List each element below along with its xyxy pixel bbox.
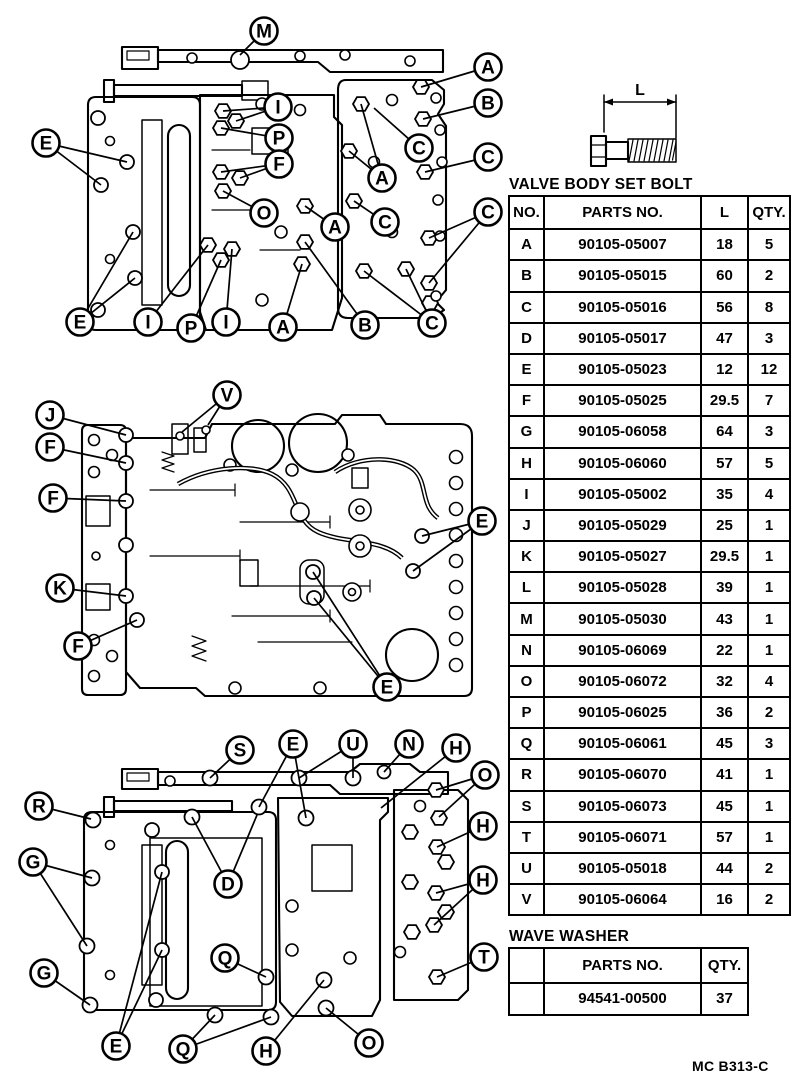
table-row <box>510 634 789 665</box>
table-cell: 2 <box>747 698 789 727</box>
table-row <box>510 447 789 478</box>
table-cell: 90105-06072 <box>543 667 700 696</box>
table-cell: 12 <box>700 355 747 384</box>
table-cell: 29.5 <box>700 386 747 415</box>
table-cell: N <box>521 641 532 659</box>
table-row <box>510 571 789 602</box>
table-row <box>510 259 789 290</box>
table-cell: M <box>520 610 533 628</box>
callout-letter: G <box>36 963 52 985</box>
table-cell: V <box>521 891 532 909</box>
table-row <box>510 602 789 633</box>
table-cell: I <box>524 485 529 503</box>
table-header-row <box>510 949 747 982</box>
table-cell: 3 <box>747 324 789 353</box>
table-row <box>510 228 789 259</box>
table-cell: D <box>521 329 532 347</box>
leader-line <box>116 872 162 1046</box>
table-cell: K <box>521 548 532 566</box>
table-cell: 57 <box>700 449 747 478</box>
callout-letter: D <box>221 874 235 896</box>
table-cell: 35 <box>700 480 747 509</box>
callout-letter: O <box>477 765 493 787</box>
page-code: MC B313-C <box>692 1058 769 1074</box>
table-cell: 90105-06064 <box>543 885 700 914</box>
callout-letter: E <box>380 677 394 699</box>
bolt-table <box>508 195 791 916</box>
callout-letter: C <box>412 138 426 160</box>
callout-letter: I <box>145 312 151 334</box>
table-cell: 90105-06071 <box>543 823 700 852</box>
table-cell: 90105-05015 <box>543 261 700 290</box>
callout-letter: N <box>402 734 416 756</box>
diagram-upper-valve-body <box>88 47 447 330</box>
washer-table <box>508 947 749 1016</box>
table-cell: 1 <box>747 760 789 789</box>
table-cell: 90105-05017 <box>543 324 700 353</box>
callout-d <box>192 815 257 898</box>
table-cell: L <box>521 579 532 597</box>
callout-letter: F <box>273 154 285 176</box>
callout-letter: A <box>276 317 290 339</box>
table-cell: O <box>520 672 533 690</box>
table-cell: 37 <box>700 984 747 1015</box>
callout-h <box>253 980 325 1065</box>
callout-e <box>67 232 136 336</box>
table-cell: 57 <box>700 823 747 852</box>
callout-letter: O <box>361 1033 377 1055</box>
table-cell <box>510 984 543 1015</box>
column-header: L <box>700 197 747 228</box>
table-cell: 90105-05027 <box>543 542 700 571</box>
callout-letter: K <box>53 578 67 600</box>
table-cell: 90105-05002 <box>543 480 700 509</box>
table-cell: H <box>521 454 532 472</box>
callout-letter: V <box>220 385 234 407</box>
callout-letter: E <box>39 133 53 155</box>
column-header: NO. <box>513 204 540 222</box>
table-row <box>510 982 747 1015</box>
table-cell: 1 <box>747 511 789 540</box>
dimension-arrow-right <box>667 99 676 106</box>
table-cell: T <box>521 828 532 846</box>
callout-letter: B <box>481 93 495 115</box>
table-cell: R <box>521 766 532 784</box>
callout-letter: E <box>73 312 87 334</box>
table-cell: 90105-05016 <box>543 293 700 322</box>
callout-letter: C <box>481 147 495 169</box>
callout-letter: B <box>358 315 372 337</box>
table-row <box>510 478 789 509</box>
table-row <box>510 322 789 353</box>
table-cell: 1 <box>747 636 789 665</box>
callout-letter: C <box>481 202 495 224</box>
callout-letter: H <box>449 738 463 760</box>
table-cell: 2 <box>747 854 789 883</box>
table-cell: 2 <box>747 261 789 290</box>
callout-letter: E <box>109 1036 123 1058</box>
callout-letter: F <box>47 488 59 510</box>
callout-letter: H <box>476 816 490 838</box>
table-cell: 64 <box>700 417 747 446</box>
diagram-lower-valve-body <box>80 764 469 1025</box>
table-cell: 90105-05030 <box>543 604 700 633</box>
table-cell: 90105-05028 <box>543 573 700 602</box>
leader-line <box>305 242 365 325</box>
callout-letter: M <box>256 21 272 43</box>
table-cell: 45 <box>700 792 747 821</box>
table-cell: P <box>521 704 532 722</box>
callout-letter: F <box>44 437 56 459</box>
table-row <box>510 821 789 852</box>
callout-letter: Q <box>175 1039 191 1061</box>
diagram-middle-valve-body <box>82 414 472 696</box>
callout-g <box>20 849 93 947</box>
table-cell: F <box>521 392 532 410</box>
table-cell: 94541-00500 <box>543 984 700 1015</box>
table-cell: 90105-06060 <box>543 449 700 478</box>
table-row <box>510 852 789 883</box>
table-row <box>510 353 789 384</box>
callout-letter: U <box>346 734 360 756</box>
table-cell: 1 <box>747 573 789 602</box>
table-cell: 25 <box>700 511 747 540</box>
callout-letter: P <box>184 318 198 340</box>
callout-letter: J <box>44 405 56 427</box>
table-cell: 5 <box>747 449 789 478</box>
bolt-m <box>231 51 249 69</box>
callout-c <box>354 201 399 236</box>
table-header-row <box>510 197 789 228</box>
callout-letter: I <box>275 97 281 119</box>
table-cell: Q <box>520 735 533 753</box>
callout-letter: O <box>256 203 272 225</box>
table-cell: 47 <box>700 324 747 353</box>
table-cell: U <box>521 860 532 878</box>
callout-letter: T <box>478 947 490 969</box>
callout-letter: F <box>72 636 84 658</box>
table-cell: 2 <box>747 885 789 914</box>
table-cell: 29.5 <box>700 542 747 571</box>
table-cell: 90105-06070 <box>543 760 700 789</box>
bolt-shank <box>606 142 628 159</box>
callout-letter: A <box>481 57 495 79</box>
table-row <box>510 727 789 758</box>
table-cell: 8 <box>747 293 789 322</box>
table-cell: 56 <box>700 293 747 322</box>
table-cell: 32 <box>700 667 747 696</box>
callout-q <box>212 945 267 978</box>
callout-letter: C <box>425 313 439 335</box>
table-cell: J <box>522 516 531 534</box>
callout-letter: C <box>378 212 392 234</box>
table-cell: 90105-05023 <box>543 355 700 384</box>
table-cell: 90105-05029 <box>543 511 700 540</box>
callout-letter: S <box>233 740 247 762</box>
table-cell: 90105-05025 <box>543 386 700 415</box>
table-cell: 90105-06058 <box>543 417 700 446</box>
column-header: PARTS NO. <box>543 949 700 982</box>
callout-letter: A <box>375 168 389 190</box>
dimension-arrow-left <box>604 99 613 106</box>
column-header <box>510 949 543 982</box>
callout-n <box>384 731 423 773</box>
callout-a <box>270 264 303 341</box>
table-cell: 5 <box>747 230 789 259</box>
table-cell: C <box>521 298 532 316</box>
table-cell: 1 <box>747 823 789 852</box>
table-row <box>510 384 789 415</box>
callout-letter: G <box>25 852 41 874</box>
table-cell: 90105-05007 <box>543 230 700 259</box>
table-row <box>510 883 789 914</box>
table-cell: 16 <box>700 885 747 914</box>
callout-r <box>26 793 92 820</box>
table-cell: S <box>521 797 532 815</box>
table-cell: 22 <box>700 636 747 665</box>
callout-letter: A <box>328 217 342 239</box>
table-row <box>510 758 789 789</box>
table-cell: 3 <box>747 417 789 446</box>
table-row <box>510 291 789 322</box>
table-cell: 90105-06069 <box>543 636 700 665</box>
callout-letter: H <box>476 870 490 892</box>
dimension-label: L <box>635 82 645 99</box>
callout-letter: I <box>223 312 229 334</box>
table-cell: 18 <box>700 230 747 259</box>
callout-letter: H <box>259 1041 273 1063</box>
table-cell: 7 <box>747 386 789 415</box>
table-cell: 41 <box>700 760 747 789</box>
table-cell: G <box>520 423 533 441</box>
table-cell: 45 <box>700 729 747 758</box>
table-cell: 1 <box>747 542 789 571</box>
bolt-table-title: VALVE BODY SET BOLT <box>509 176 693 193</box>
callout-e <box>103 872 163 1060</box>
table-row <box>510 790 789 821</box>
table-cell: 12 <box>747 355 789 384</box>
table-row <box>510 665 789 696</box>
column-header: QTY. <box>700 949 747 982</box>
table-cell: 1 <box>747 604 789 633</box>
table-cell: A <box>521 236 532 254</box>
table-cell: 39 <box>700 573 747 602</box>
table-cell: 43 <box>700 604 747 633</box>
table-row <box>510 509 789 540</box>
callout-o <box>223 191 278 227</box>
column-header: PARTS NO. <box>543 197 700 228</box>
table-cell: E <box>521 361 532 379</box>
table-cell: 3 <box>747 729 789 758</box>
washer-table-title: WAVE WASHER <box>509 928 630 945</box>
callout-letter: E <box>286 734 300 756</box>
table-cell: 4 <box>747 480 789 509</box>
callout-g <box>31 960 91 1006</box>
table-cell: 90105-06025 <box>543 698 700 727</box>
table-cell: 90105-06061 <box>543 729 700 758</box>
callout-letter: E <box>475 511 489 533</box>
callout-letter: Q <box>217 948 233 970</box>
table-cell: 44 <box>700 854 747 883</box>
callout-letter: P <box>272 128 286 150</box>
table-row <box>510 540 789 571</box>
table-cell: 1 <box>747 792 789 821</box>
bolt-dimension-diagram <box>591 82 676 166</box>
table-cell: 36 <box>700 698 747 727</box>
table-row <box>510 415 789 446</box>
table-cell: 60 <box>700 261 747 290</box>
column-header: QTY. <box>747 197 789 228</box>
callout-letter: R <box>32 796 46 818</box>
table-cell: B <box>521 267 532 285</box>
table-cell: 90105-05018 <box>543 854 700 883</box>
callout-c <box>425 144 502 173</box>
table-row <box>510 696 789 727</box>
table-cell: 90105-06073 <box>543 792 700 821</box>
table-cell: 4 <box>747 667 789 696</box>
bolt-head <box>591 136 606 166</box>
